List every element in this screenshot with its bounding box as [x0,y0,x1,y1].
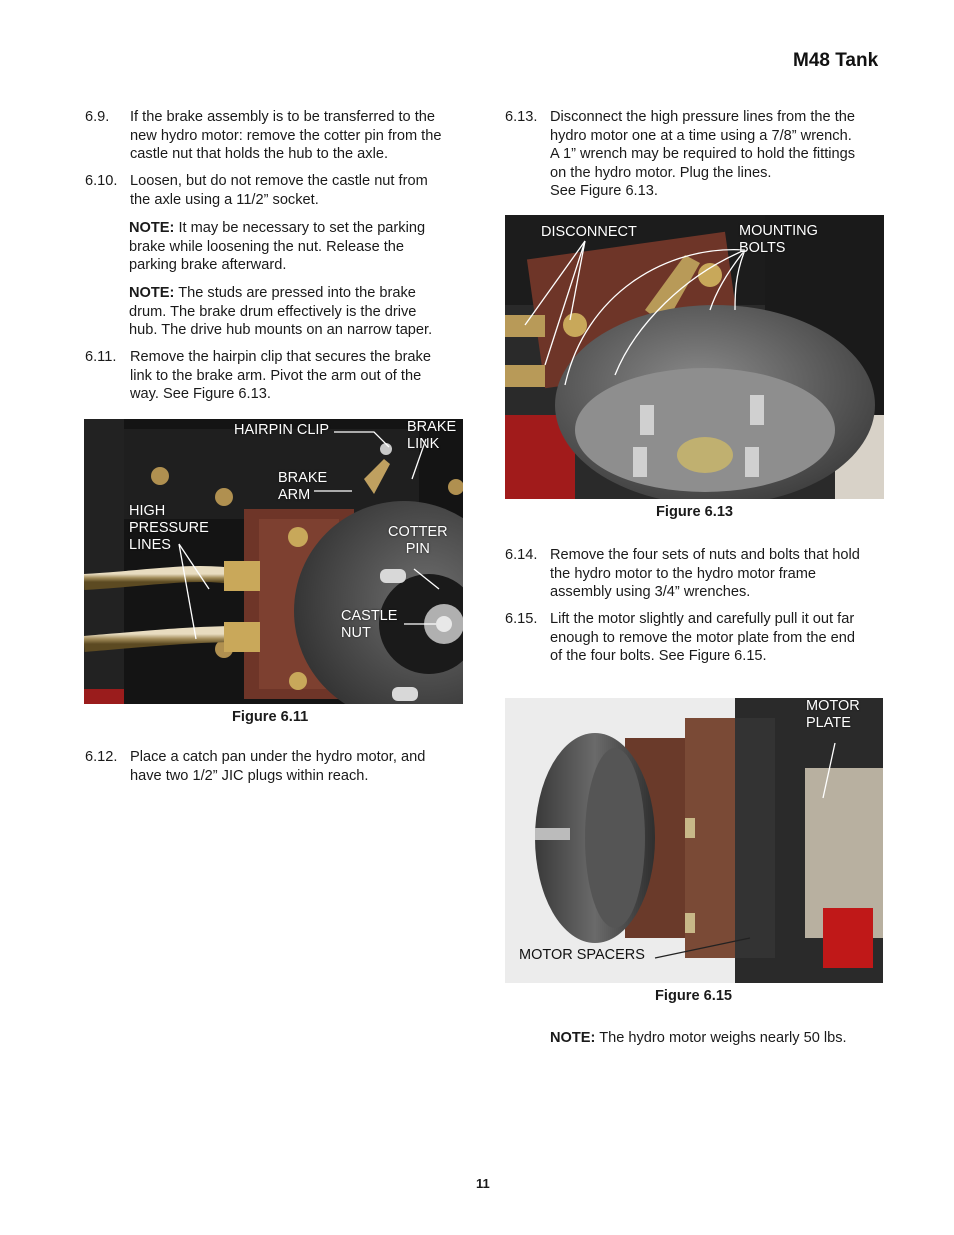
label-motor-plate: MOTOR PLATE [806,698,860,731]
step-6-11 [85,348,475,406]
figure-6-11-photo [84,419,463,704]
step-text: Remove the four sets of nuts and bolts that hold the hydro motor to the hydro motor frame assembly using 3/4” wrenches. [550,547,860,601]
step-6-9 [85,108,475,166]
label-cotter-pin: COTTER PIN [388,524,448,557]
label-castle-nut: CASTLE NUT [341,608,398,641]
label-brake-link: BRAKE LINK [407,419,457,452]
note-studs: NOTE: The studs are pressed into the brake drum. The brake drum effectively is the drive hub. The drive hub mounts on an narrow taper. [129,285,433,339]
step-number: 6.15. [505,611,538,627]
step-text: Loosen, but do not remove the castle nut from the axle using a 11/2” socket. [130,173,428,208]
figure-6-15-photo [505,698,883,983]
step-6-13 [505,108,895,203]
page-title: M48 Tank [793,50,879,71]
step-text: Lift the motor slightly and carefully pull it out far enough to remove the motor plate from the end of the four bolts. See Figure 6.15. [550,611,856,665]
label-brake-arm: BRAKE ARM [278,470,328,503]
step-6-10 [85,172,475,212]
figure-6-15-caption: Figure 6.15 [655,988,733,1004]
step-number: 6.14. [505,547,538,563]
step-number: 6.9. [85,109,110,125]
figure-6-15-callout-arrows [505,698,883,983]
figure-6-11-caption: Figure 6.11 [232,709,309,725]
step-6-15 [505,610,895,668]
figure-6-13-photo [505,215,884,499]
label-mounting-bolts: MOUNTING BOLTS [739,223,818,256]
step-number: 6.10. [85,173,118,189]
note-motor-weight: NOTE: The hydro motor weighs nearly 50 lbs. [550,1030,847,1046]
step-number: 6.11. [85,349,117,365]
label-disconnect: DISCONNECT [541,224,637,240]
label-high-pressure-lines: HIGH PRESSURE LINES [129,503,209,553]
step-number: 6.12. [85,749,118,765]
page-number: 11 [476,1176,490,1191]
step-text: Place a catch pan under the hydro motor, and have two 1/2” JIC plugs within reach. [130,749,426,784]
label-hairpin-clip: HAIRPIN CLIP [234,422,330,438]
label-motor-spacers: MOTOR SPACERS [519,947,645,963]
step-text: Disconnect the high pressure lines from the the hydro motor one at a time using a 7/8” wrench. A 1” wrench may be required to hold the fittings on the hydro motor. Plug the lines. See Figure 6.13. [550,109,856,200]
step-number: 6.13. [505,109,538,125]
figure-6-13-caption: Figure 6.13 [656,504,734,520]
note-parking-brake: NOTE: It may be necessary to set the parking brake while loosening the nut. Release the parking brake afterward. [129,220,426,274]
figure-6-11-callout-arrows [84,419,463,704]
figure-6-13-callout-arrows [505,215,884,499]
step-6-12 [85,748,475,788]
step-text: Remove the hairpin clip that secures the brake link to the brake arm. Pivot the arm out of the way. See Figure 6.13. [130,349,431,403]
step-text: If the brake assembly is to be transferred to the new hydro motor: remove the cotter pin from the castle nut that holds the hub to the axle. [130,109,442,163]
step-6-14 [505,546,895,604]
